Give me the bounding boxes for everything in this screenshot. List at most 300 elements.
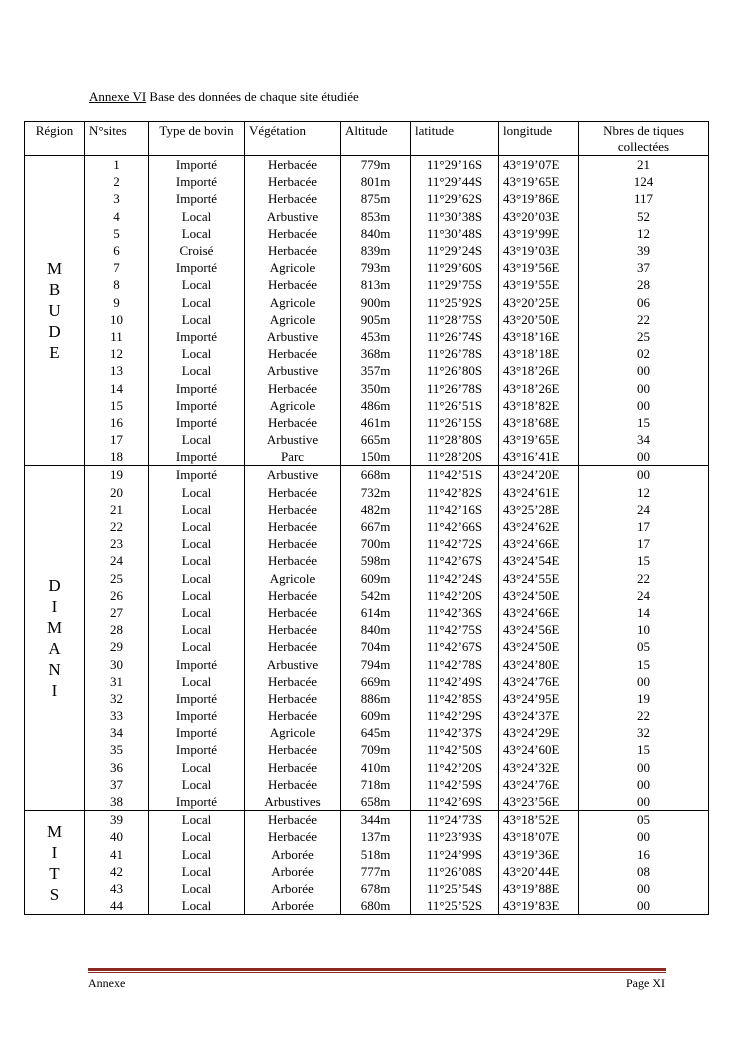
- cell-site-number: 38: [85, 793, 149, 811]
- cell-cattle-type: Importé: [149, 414, 245, 431]
- cell-altitude: 853m: [341, 208, 411, 225]
- cell-tick-count: 02: [579, 345, 709, 362]
- table-row: [25, 621, 709, 638]
- cell-altitude: 839m: [341, 242, 411, 259]
- cell-tick-count: 124: [579, 173, 709, 190]
- cell-tick-count: 17: [579, 535, 709, 552]
- cell-cattle-type: Local: [149, 552, 245, 569]
- cell-site-number: 36: [85, 759, 149, 776]
- cell-tick-count: 15: [579, 552, 709, 569]
- cell-site-number: 29: [85, 638, 149, 655]
- cell-longitude: 43°19’03E: [499, 242, 579, 259]
- cell-vegetation: Herbacée: [245, 673, 341, 690]
- cell-cattle-type: Importé: [149, 466, 245, 484]
- table-row: [25, 811, 709, 829]
- cell-altitude: 609m: [341, 707, 411, 724]
- cell-vegetation: Arborée: [245, 863, 341, 880]
- cell-site-number: 35: [85, 741, 149, 758]
- cell-vegetation: Herbacée: [245, 604, 341, 621]
- region-cell: [25, 466, 85, 811]
- cell-cattle-type: Local: [149, 863, 245, 880]
- cell-latitude: 11°42’49S: [411, 673, 499, 690]
- cell-cattle-type: Importé: [149, 379, 245, 396]
- cell-site-number: 43: [85, 880, 149, 897]
- cell-longitude: 43°19’65E: [499, 173, 579, 190]
- cell-site-number: 2: [85, 173, 149, 190]
- cell-latitude: 11°26’80S: [411, 362, 499, 379]
- cell-longitude: 43°25’28E: [499, 501, 579, 518]
- cell-site-number: 23: [85, 535, 149, 552]
- cell-altitude: 801m: [341, 173, 411, 190]
- cell-latitude: 11°42’20S: [411, 587, 499, 604]
- header-site-number: N°sites: [85, 122, 149, 156]
- table-row: [25, 414, 709, 431]
- cell-altitude: 667m: [341, 518, 411, 535]
- cell-longitude: 43°18’16E: [499, 328, 579, 345]
- cell-cattle-type: Local: [149, 518, 245, 535]
- cell-vegetation: Agricole: [245, 570, 341, 587]
- cell-tick-count: 00: [579, 448, 709, 466]
- cell-site-number: 20: [85, 484, 149, 501]
- cell-cattle-type: Importé: [149, 724, 245, 741]
- table-row: [25, 379, 709, 396]
- cell-site-number: 34: [85, 724, 149, 741]
- table-row: [25, 604, 709, 621]
- cell-vegetation: Arborée: [245, 846, 341, 863]
- cell-latitude: 11°42’24S: [411, 570, 499, 587]
- cell-site-number: 6: [85, 242, 149, 259]
- cell-cattle-type: Importé: [149, 707, 245, 724]
- cell-tick-count: 15: [579, 655, 709, 672]
- table-row: [25, 707, 709, 724]
- cell-site-number: 41: [85, 846, 149, 863]
- table-row: [25, 518, 709, 535]
- cell-latitude: 11°42’69S: [411, 793, 499, 811]
- cell-altitude: 794m: [341, 655, 411, 672]
- cell-altitude: 410m: [341, 759, 411, 776]
- cell-cattle-type: Importé: [149, 741, 245, 758]
- cell-vegetation: Agricole: [245, 259, 341, 276]
- footer-rule-thin: [88, 972, 666, 973]
- cell-longitude: 43°16’41E: [499, 448, 579, 466]
- cell-tick-count: 24: [579, 587, 709, 604]
- cell-longitude: 43°20’50E: [499, 311, 579, 328]
- cell-cattle-type: Local: [149, 638, 245, 655]
- cell-site-number: 7: [85, 259, 149, 276]
- cell-site-number: 10: [85, 311, 149, 328]
- cell-longitude: 43°19’83E: [499, 897, 579, 915]
- footer-annex-label: Annexe: [88, 976, 126, 990]
- cell-latitude: 11°29’62S: [411, 190, 499, 207]
- cell-altitude: 344m: [341, 811, 411, 829]
- cell-latitude: 11°42’78S: [411, 655, 499, 672]
- cell-cattle-type: Local: [149, 621, 245, 638]
- table-row: [25, 690, 709, 707]
- header-region: Région: [25, 122, 85, 156]
- cell-latitude: 11°26’78S: [411, 345, 499, 362]
- header-vegetation: Végétation: [245, 122, 341, 156]
- cell-longitude: 43°24’20E: [499, 466, 579, 484]
- cell-longitude: 43°19’65E: [499, 431, 579, 448]
- footer-rule: [88, 968, 666, 971]
- cell-latitude: 11°42’67S: [411, 552, 499, 569]
- cell-site-number: 40: [85, 828, 149, 845]
- table-row: [25, 759, 709, 776]
- cell-site-number: 4: [85, 208, 149, 225]
- cell-tick-count: 17: [579, 518, 709, 535]
- table-row: [25, 208, 709, 225]
- cell-longitude: 43°24’66E: [499, 535, 579, 552]
- cell-longitude: 43°24’50E: [499, 587, 579, 604]
- cell-site-number: 12: [85, 345, 149, 362]
- cell-vegetation: Arbustive: [245, 208, 341, 225]
- cell-latitude: 11°42’29S: [411, 707, 499, 724]
- caption-text: Base des données de chaque site étudiée: [146, 89, 359, 104]
- table-row: [25, 587, 709, 604]
- cell-cattle-type: Croisé: [149, 242, 245, 259]
- cell-vegetation: Arbustive: [245, 328, 341, 345]
- cell-latitude: 11°25’54S: [411, 880, 499, 897]
- cell-latitude: 11°26’78S: [411, 379, 499, 396]
- table-row: [25, 863, 709, 880]
- cell-tick-count: 06: [579, 294, 709, 311]
- cell-longitude: 43°19’56E: [499, 259, 579, 276]
- cell-cattle-type: Local: [149, 484, 245, 501]
- cell-altitude: 518m: [341, 846, 411, 863]
- cell-cattle-type: Importé: [149, 397, 245, 414]
- cell-tick-count: 00: [579, 880, 709, 897]
- cell-cattle-type: Local: [149, 604, 245, 621]
- region-cell: [25, 156, 85, 466]
- cell-altitude: 704m: [341, 638, 411, 655]
- cell-longitude: 43°23’56E: [499, 793, 579, 811]
- cell-altitude: 905m: [341, 311, 411, 328]
- table-row: [25, 397, 709, 414]
- cell-cattle-type: Local: [149, 846, 245, 863]
- cell-vegetation: Herbacée: [245, 225, 341, 242]
- cell-longitude: 43°19’86E: [499, 190, 579, 207]
- cell-vegetation: Herbacée: [245, 776, 341, 793]
- region-name: D I M A N I: [46, 576, 63, 701]
- cell-altitude: 461m: [341, 414, 411, 431]
- cell-latitude: 11°26’08S: [411, 863, 499, 880]
- cell-vegetation: Herbacée: [245, 242, 341, 259]
- cell-tick-count: 28: [579, 276, 709, 293]
- cell-vegetation: Agricole: [245, 311, 341, 328]
- cell-longitude: 43°18’07E: [499, 828, 579, 845]
- cell-altitude: 840m: [341, 225, 411, 242]
- cell-site-number: 22: [85, 518, 149, 535]
- table-row: [25, 156, 709, 174]
- cell-tick-count: 16: [579, 846, 709, 863]
- cell-site-number: 5: [85, 225, 149, 242]
- cell-vegetation: Herbacée: [245, 276, 341, 293]
- header-longitude: longitude: [499, 122, 579, 156]
- header-latitude: latitude: [411, 122, 499, 156]
- cell-latitude: 11°42’37S: [411, 724, 499, 741]
- cell-latitude: 11°29’16S: [411, 156, 499, 174]
- cell-longitude: 43°24’66E: [499, 604, 579, 621]
- table-row: [25, 362, 709, 379]
- cell-altitude: 718m: [341, 776, 411, 793]
- cell-latitude: 11°30’48S: [411, 225, 499, 242]
- cell-vegetation: Herbacée: [245, 345, 341, 362]
- cell-tick-count: 00: [579, 673, 709, 690]
- cell-tick-count: 15: [579, 741, 709, 758]
- cell-longitude: 43°24’29E: [499, 724, 579, 741]
- table-row: [25, 880, 709, 897]
- cell-site-number: 17: [85, 431, 149, 448]
- table-row: [25, 242, 709, 259]
- cell-longitude: 43°24’61E: [499, 484, 579, 501]
- table-row: [25, 570, 709, 587]
- cell-latitude: 11°24’99S: [411, 846, 499, 863]
- cell-latitude: 11°29’75S: [411, 276, 499, 293]
- cell-longitude: 43°24’76E: [499, 776, 579, 793]
- cell-altitude: 840m: [341, 621, 411, 638]
- cell-vegetation: Arbustive: [245, 431, 341, 448]
- cell-longitude: 43°24’60E: [499, 741, 579, 758]
- cell-vegetation: Herbacée: [245, 156, 341, 174]
- table-row: [25, 466, 709, 484]
- table-row: [25, 276, 709, 293]
- table-row: [25, 638, 709, 655]
- cell-tick-count: 00: [579, 793, 709, 811]
- table-row: [25, 501, 709, 518]
- cell-longitude: 43°24’50E: [499, 638, 579, 655]
- cell-cattle-type: Local: [149, 811, 245, 829]
- cell-cattle-type: Local: [149, 535, 245, 552]
- cell-vegetation: Herbacée: [245, 552, 341, 569]
- cell-site-number: 39: [85, 811, 149, 829]
- cell-latitude: 11°28’80S: [411, 431, 499, 448]
- cell-altitude: 614m: [341, 604, 411, 621]
- cell-altitude: 357m: [341, 362, 411, 379]
- cell-altitude: 732m: [341, 484, 411, 501]
- table-row: [25, 328, 709, 345]
- cell-cattle-type: Local: [149, 311, 245, 328]
- cell-altitude: 658m: [341, 793, 411, 811]
- cell-cattle-type: Importé: [149, 793, 245, 811]
- cell-site-number: 25: [85, 570, 149, 587]
- cell-site-number: 27: [85, 604, 149, 621]
- cell-altitude: 777m: [341, 863, 411, 880]
- cell-site-number: 42: [85, 863, 149, 880]
- cell-cattle-type: Local: [149, 570, 245, 587]
- cell-vegetation: Arbustive: [245, 362, 341, 379]
- cell-site-number: 11: [85, 328, 149, 345]
- cell-vegetation: Herbacée: [245, 811, 341, 829]
- cell-longitude: 43°18’52E: [499, 811, 579, 829]
- cell-latitude: 11°29’44S: [411, 173, 499, 190]
- cell-latitude: 11°30’38S: [411, 208, 499, 225]
- cell-site-number: 9: [85, 294, 149, 311]
- cell-tick-count: 00: [579, 776, 709, 793]
- cell-site-number: 28: [85, 621, 149, 638]
- cell-cattle-type: Local: [149, 828, 245, 845]
- cell-tick-count: 12: [579, 225, 709, 242]
- cell-latitude: 11°24’73S: [411, 811, 499, 829]
- cell-tick-count: 25: [579, 328, 709, 345]
- table-row: [25, 225, 709, 242]
- header-cattle-type: Type de bovin: [149, 122, 245, 156]
- cell-cattle-type: Local: [149, 587, 245, 604]
- cell-longitude: 43°19’36E: [499, 846, 579, 863]
- cell-latitude: 11°28’75S: [411, 311, 499, 328]
- cell-longitude: 43°18’82E: [499, 397, 579, 414]
- cell-cattle-type: Local: [149, 208, 245, 225]
- cell-latitude: 11°26’15S: [411, 414, 499, 431]
- cell-vegetation: Herbacée: [245, 414, 341, 431]
- cell-altitude: 886m: [341, 690, 411, 707]
- cell-site-number: 26: [85, 587, 149, 604]
- cell-latitude: 11°42’36S: [411, 604, 499, 621]
- cell-vegetation: Herbacée: [245, 587, 341, 604]
- cell-tick-count: 05: [579, 811, 709, 829]
- cell-tick-count: 00: [579, 897, 709, 915]
- cell-cattle-type: Importé: [149, 448, 245, 466]
- cell-tick-count: 21: [579, 156, 709, 174]
- caption-label: Annexe VI: [89, 89, 147, 104]
- cell-cattle-type: Local: [149, 501, 245, 518]
- cell-altitude: 486m: [341, 397, 411, 414]
- cell-vegetation: Herbacée: [245, 518, 341, 535]
- cell-tick-count: 10: [579, 621, 709, 638]
- cell-latitude: 11°26’51S: [411, 397, 499, 414]
- table-row: [25, 828, 709, 845]
- cell-vegetation: Agricole: [245, 724, 341, 741]
- cell-longitude: 43°24’32E: [499, 759, 579, 776]
- cell-vegetation: Arbustives: [245, 793, 341, 811]
- cell-longitude: 43°24’54E: [499, 552, 579, 569]
- cell-vegetation: Arbustive: [245, 466, 341, 484]
- cell-longitude: 43°18’26E: [499, 379, 579, 396]
- cell-vegetation: Herbacée: [245, 707, 341, 724]
- cell-altitude: 900m: [341, 294, 411, 311]
- cell-altitude: 137m: [341, 828, 411, 845]
- cell-altitude: 793m: [341, 259, 411, 276]
- cell-site-number: 37: [85, 776, 149, 793]
- header-tick-count: Nbres de tiques collectées: [579, 122, 709, 156]
- cell-cattle-type: Local: [149, 345, 245, 362]
- cell-site-number: 33: [85, 707, 149, 724]
- cell-altitude: 678m: [341, 880, 411, 897]
- cell-tick-count: 00: [579, 379, 709, 396]
- cell-vegetation: Herbacée: [245, 741, 341, 758]
- cell-longitude: 43°19’99E: [499, 225, 579, 242]
- cell-latitude: 11°29’60S: [411, 259, 499, 276]
- cell-vegetation: Herbacée: [245, 638, 341, 655]
- cell-latitude: 11°25’92S: [411, 294, 499, 311]
- cell-longitude: 43°24’80E: [499, 655, 579, 672]
- cell-altitude: 709m: [341, 741, 411, 758]
- cell-site-number: 21: [85, 501, 149, 518]
- table-body: [25, 156, 709, 915]
- cell-vegetation: Herbacée: [245, 535, 341, 552]
- cell-site-number: 1: [85, 156, 149, 174]
- cell-tick-count: 19: [579, 690, 709, 707]
- cell-vegetation: Parc: [245, 448, 341, 466]
- cell-longitude: 43°19’88E: [499, 880, 579, 897]
- cell-tick-count: 12: [579, 484, 709, 501]
- cell-cattle-type: Local: [149, 225, 245, 242]
- cell-site-number: 13: [85, 362, 149, 379]
- cell-cattle-type: Local: [149, 673, 245, 690]
- table-row: [25, 673, 709, 690]
- cell-tick-count: 08: [579, 863, 709, 880]
- cell-site-number: 24: [85, 552, 149, 569]
- cell-cattle-type: Local: [149, 759, 245, 776]
- cell-vegetation: Herbacée: [245, 501, 341, 518]
- cell-cattle-type: Local: [149, 880, 245, 897]
- cell-cattle-type: Local: [149, 776, 245, 793]
- cell-vegetation: Herbacée: [245, 759, 341, 776]
- table-row: [25, 793, 709, 811]
- region-cell: [25, 811, 85, 915]
- cell-altitude: 350m: [341, 379, 411, 396]
- table-row: [25, 655, 709, 672]
- cell-altitude: 700m: [341, 535, 411, 552]
- table-row: [25, 311, 709, 328]
- cell-longitude: 43°24’56E: [499, 621, 579, 638]
- cell-altitude: 150m: [341, 448, 411, 466]
- cell-latitude: 11°42’59S: [411, 776, 499, 793]
- cell-longitude: 43°20’03E: [499, 208, 579, 225]
- cell-altitude: 779m: [341, 156, 411, 174]
- cell-cattle-type: Importé: [149, 173, 245, 190]
- cell-altitude: 680m: [341, 897, 411, 915]
- cell-latitude: 11°42’75S: [411, 621, 499, 638]
- cell-vegetation: Herbacée: [245, 379, 341, 396]
- table-row: [25, 741, 709, 758]
- cell-longitude: 43°19’55E: [499, 276, 579, 293]
- cell-cattle-type: Importé: [149, 328, 245, 345]
- cell-latitude: 11°42’16S: [411, 501, 499, 518]
- cell-site-number: 19: [85, 466, 149, 484]
- cell-site-number: 3: [85, 190, 149, 207]
- table-row: [25, 431, 709, 448]
- cell-altitude: 669m: [341, 673, 411, 690]
- table-header-row: [25, 122, 709, 156]
- cell-cattle-type: Local: [149, 294, 245, 311]
- cell-altitude: 598m: [341, 552, 411, 569]
- cell-site-number: 16: [85, 414, 149, 431]
- cell-cattle-type: Local: [149, 431, 245, 448]
- table-row: [25, 173, 709, 190]
- table-row: [25, 294, 709, 311]
- cell-vegetation: Herbacée: [245, 690, 341, 707]
- table-row: [25, 724, 709, 741]
- cell-altitude: 542m: [341, 587, 411, 604]
- cell-altitude: 645m: [341, 724, 411, 741]
- cell-tick-count: 22: [579, 570, 709, 587]
- table-row: [25, 448, 709, 466]
- table-row: [25, 535, 709, 552]
- cell-cattle-type: Local: [149, 276, 245, 293]
- table-row: [25, 190, 709, 207]
- cell-altitude: 665m: [341, 431, 411, 448]
- cell-vegetation: Agricole: [245, 397, 341, 414]
- region-name: M I T S: [46, 821, 63, 904]
- table-row: [25, 897, 709, 915]
- cell-site-number: 8: [85, 276, 149, 293]
- cell-vegetation: Agricole: [245, 294, 341, 311]
- cell-site-number: 18: [85, 448, 149, 466]
- cell-latitude: 11°25’52S: [411, 897, 499, 915]
- cell-site-number: 44: [85, 897, 149, 915]
- cell-latitude: 11°29’24S: [411, 242, 499, 259]
- cell-longitude: 43°20’44E: [499, 863, 579, 880]
